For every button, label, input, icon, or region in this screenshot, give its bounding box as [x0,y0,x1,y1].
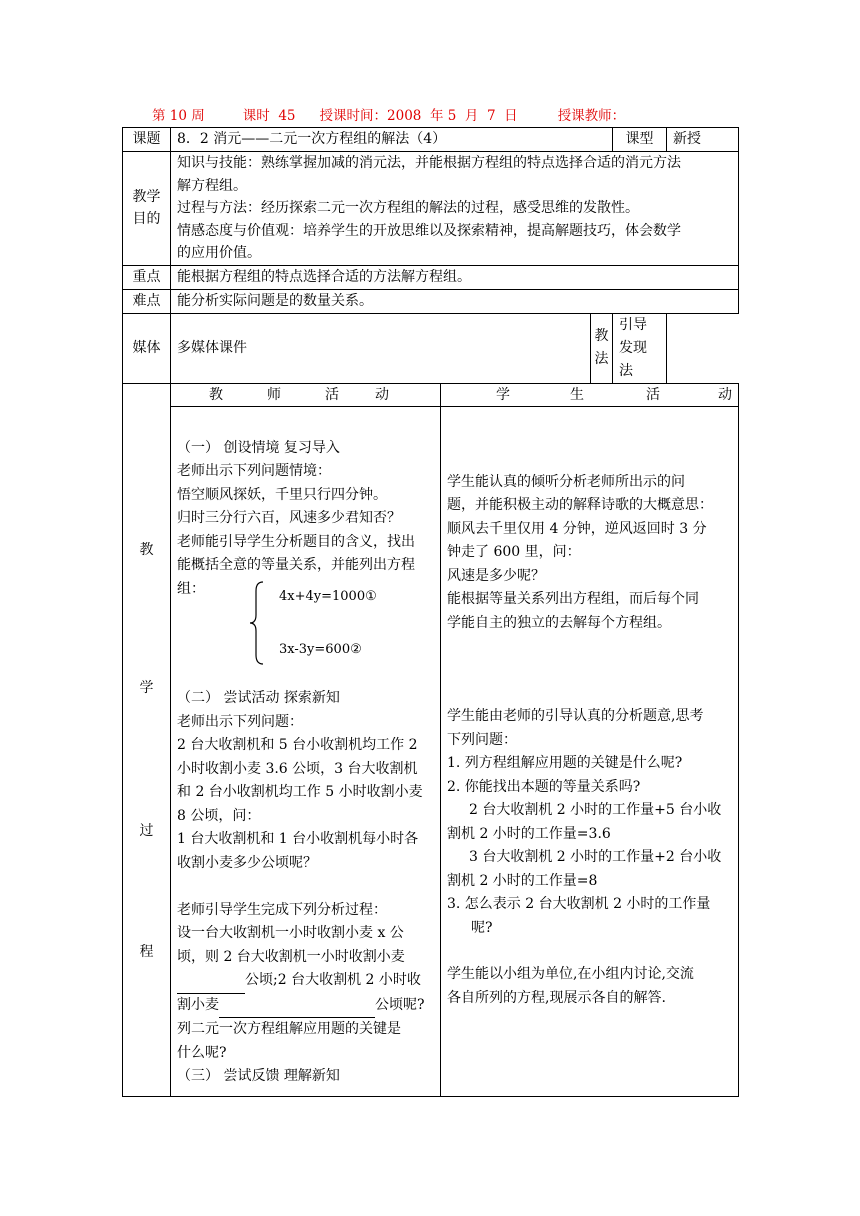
lesson-type-label: 课型 [613,128,667,152]
teacher-text: 小时收割小麦 3.6 公顷，3 台大收割机 [177,760,418,777]
student-text: 学生能认真的倾听分析老师所出示的问 [447,473,685,490]
teacher-text: 老师出示下列问题情境： [177,463,331,479]
goals-line: 情感态度与价值观：培养学生的开放思维以及探索精神，提高解题技巧，体会数学 [177,222,681,239]
teacher-text-blank [177,994,434,1019]
student-section-1 [441,471,738,636]
section-title: （一） 创设情境 复习导入 [177,439,340,456]
student-question: 2. 你能找出本题的等量关系吗? [447,778,641,795]
student-text: 学生能以小组为单位,在小组内讨论,交流 [447,966,694,982]
equation-2: 3x-3y=600② [279,642,362,657]
student-section-3 [441,963,738,1010]
teacher-text: 悟空顺风探妖，千里只行四分钟。 [177,486,387,503]
student-section-2 [441,705,738,940]
teacher-text-blank [177,969,434,994]
brace-icon [249,581,265,665]
teacher-head-char: 动 [375,386,389,403]
teacher-text: 割小麦 [177,996,219,1013]
student-head-char: 生 [570,386,584,403]
student-text: 能根据等量关系列出方程组，而后每个同 [447,591,699,607]
lesson-hours: 课时 45 [242,108,296,124]
teacher-text: 2 台大收割机和 5 台小收割机均工作 2 [177,737,418,753]
media-label: 媒体 [123,313,171,383]
method-label-cell: 教法 [591,313,613,383]
teacher-activity [171,383,441,1096]
goals-line: 知识与技能：熟练掌握加减的消元法，并能根据方程组的特点选择合适的消元方法 [177,155,681,171]
teacher-text: 顷，则 2 台大收割机一小时收割小麦 [177,948,405,965]
student-activity [441,383,739,1096]
student-text: 割机 2 小时的工作量=3.6 [447,825,611,842]
teacher-activity-header [171,384,440,407]
goals-line: 过程与方法：经历探索二元一次方程组的解法的过程，感受思维的发散性。 [177,200,639,216]
teacher-name-label: 授课教师： [557,108,626,124]
key-point-value: 能根据方程组的特点选择合适的方法解方程组。 [171,265,739,289]
process-char: 学 [139,679,154,696]
student-text: 题，并能积极主动的解释诗歌的大概意思： [447,497,713,513]
teacher-section-2 [171,687,440,1089]
teacher-text: 什么呢? [177,1044,227,1061]
teacher-text: 和 2 台小收割机均工作 5 小时收割小麦 [177,784,423,800]
lesson-plan-table [122,127,739,1097]
student-text: 各自所列的方程,现展示各自的解答. [447,989,666,1006]
teacher-text: 老师引导学生完成下列分析过程： [177,901,387,918]
teacher-head-char: 活 [325,386,339,403]
student-text: 钟走了 600 里，问： [447,544,581,560]
lesson-type-value: 新授 [667,128,739,152]
goals-text [171,152,739,266]
student-question: 1. 列方程组解应用题的关键是什么呢? [447,755,683,771]
topic-value: 8．2 消元——二元一次方程组的解法（4） [171,128,613,152]
student-head-char: 活 [646,386,660,403]
goals-label-line1: 教学 [132,189,161,206]
student-text: 学能自主的独立的去解每个方程组。 [447,614,671,631]
teacher-text: 收割小麦多少公顷呢？ [177,854,317,871]
student-text: 风速是多少呢？ [447,567,545,584]
student-head-char: 动 [718,386,732,403]
process-label [123,383,171,1096]
topic-label: 课题 [123,128,171,152]
teacher-text: 老师出示下列问题： [177,713,303,730]
student-text: 呢? [471,919,493,936]
student-text: 2 台大收割机 2 小时的工作量+5 台小收 [469,802,722,818]
teacher-text: 归时三分行六百，风速多少君知否？ [177,510,401,526]
teacher-text: 设一台大收割机一小时收割小麦 x 公 [177,925,404,941]
fill-blank-1[interactable] [177,969,245,994]
process-char: 教 [139,541,154,558]
teacher-text: 列二元一次方程组解应用题的关键是 [177,1021,401,1037]
key-point-label: 重点 [123,265,171,289]
process-char: 过 [139,822,154,839]
student-text: 顺风去千里仅用 4 分钟，逆风返回时 3 分 [447,520,707,537]
teacher-text: 组： [177,580,205,597]
teacher-section-1 [171,437,440,688]
student-activity-header [441,384,738,407]
equation-system [177,589,434,687]
section-title: （二） 尝试活动 探索新知 [177,690,340,706]
teacher-text: 8 公顷，问： [177,807,261,824]
student-question: 3. 怎么表示 2 台大收割机 2 小时的工作量 [447,896,711,912]
goals-line: 解方程组。 [177,177,247,194]
goals-line: 的应用价值。 [177,245,261,261]
teacher-text: 公顷;2 台大收割机 2 小时收 [245,972,421,988]
student-text: 3 台大收割机 2 小时的工作量+2 台小收 [469,849,722,865]
goals-label-line2: 目的 [132,211,161,228]
difficulty-label: 难点 [123,289,171,313]
goals-label [123,152,171,266]
teacher-head-char: 教 [209,386,223,403]
teacher-text: 老师能引导学生分析题目的含义，找出 [177,533,415,550]
teaching-date: 授课时间：2008 年 5 月 7 日 [319,108,518,124]
student-text: 学生能由老师的引导认真的分析题意,思考 [447,708,704,724]
teacher-text: 公顷呢? [375,996,425,1013]
fill-blank-2[interactable] [219,994,375,1019]
student-head-char: 学 [496,386,510,403]
lesson-header [152,104,625,124]
method-value: 引导发现法 [613,313,667,383]
difficulty-value: 能分析实际问题是的数量关系。 [171,289,739,313]
teacher-head-char: 师 [267,386,281,403]
teacher-text: 1 台大收割机和 1 台小收割机每小时各 [177,831,419,847]
process-char: 程 [139,943,154,960]
equation-1: 4x+4y=1000① [279,589,377,604]
week-label: 第 10 周 [152,108,205,124]
section-title: （三） 尝试反馈 理解新知 [177,1068,340,1084]
media-value: 多媒体课件 [171,313,591,383]
teacher-text: 能概括全意的等量关系，并能列出方程 [177,557,415,573]
student-text: 下列问题： [447,731,517,748]
student-text: 割机 2 小时的工作量=8 [447,872,598,889]
